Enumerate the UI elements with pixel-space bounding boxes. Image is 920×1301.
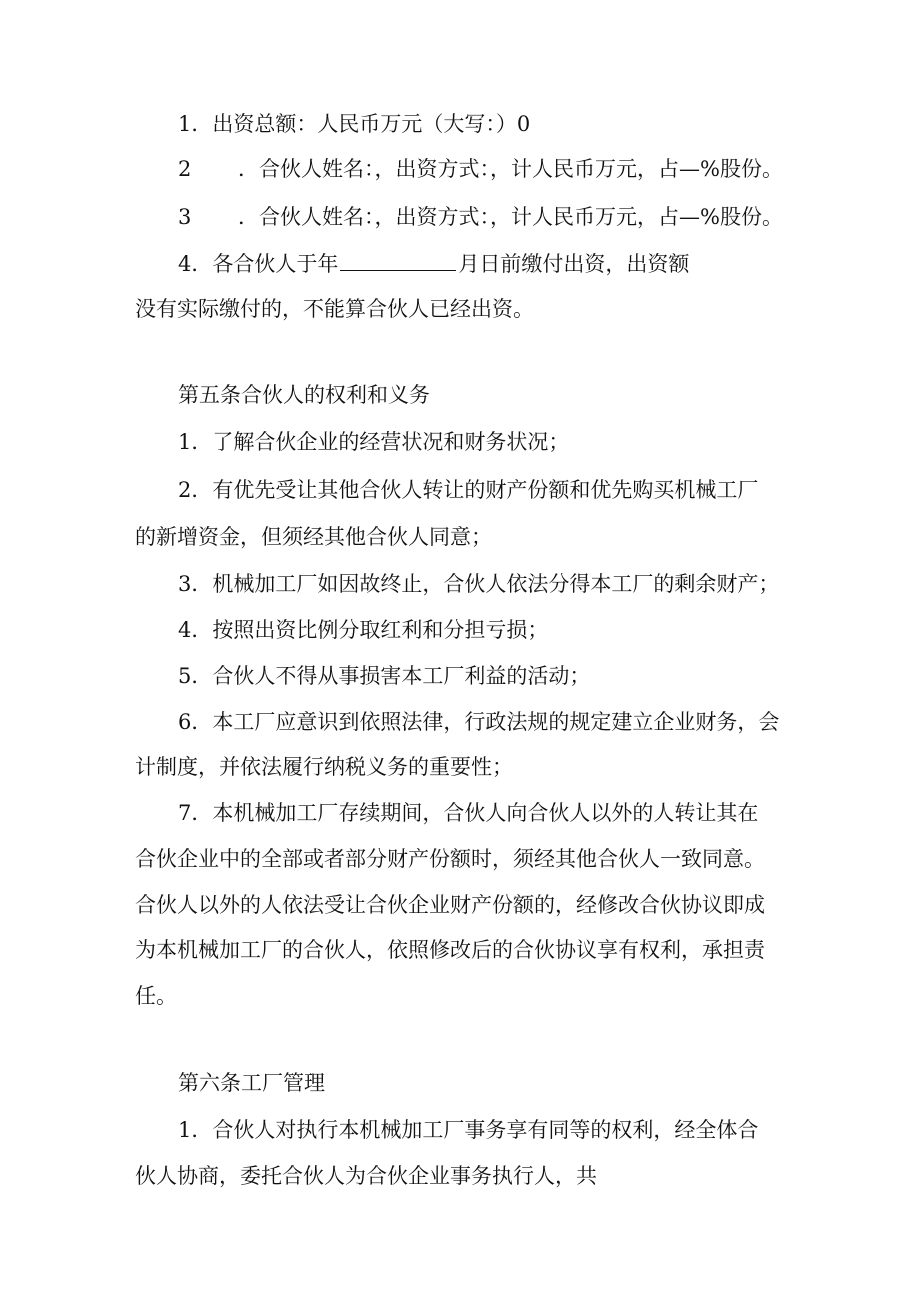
article-5-item-7: 7．本机械加工厂存续期间，合伙人向合伙人以外的人转让其在 xyxy=(178,801,759,825)
article-5-item-6: 6．本工厂应意识到依照法律，行政法规的规定建立企业财务，会 xyxy=(178,710,780,734)
article-6-item-1: 1．合伙人对执行本机械加工厂事务享有同等的权利，经全体合 xyxy=(178,1118,759,1142)
article-5-item-1: 1．了解合伙企业的经营状况和财务状况； xyxy=(178,430,570,454)
article-5-item-7-cont-2: 合伙人以外的人依法受让合伙企业财产份额的，经修改合伙协议即成 xyxy=(135,893,765,917)
article-5-item-6-cont: 计制度，并依法履行纳税义务的重要性； xyxy=(135,755,513,779)
item-number: 2 xyxy=(178,157,192,181)
article-5-item-4: 4．按照出资比例分取红利和分担亏损； xyxy=(178,618,549,642)
article-5-item-7-cont-3: 为本机械加工厂的合伙人，依照修改后的合伙协议享有权利，承担责 xyxy=(135,938,765,962)
contribution-item-3 xyxy=(178,207,783,228)
item-text: ．合伙人姓名：，出资方式：，计人民币万元，占—%股份。 xyxy=(238,205,783,229)
article-5-item-7-cont-1: 合伙企业中的全部或者部分财产份额时，须经其他合伙人一致同意。 xyxy=(135,847,765,871)
article-5-item-2-cont: 的新增资金，但须经其他合伙人同意； xyxy=(135,525,492,549)
article-6-item-1-cont: 伙人协商，委托合伙人为合伙企业事务执行人，共 xyxy=(135,1164,597,1188)
article-5-item-2: 2．有优先受让其他合伙人转让的财产份额和优先购买机械工厂 xyxy=(178,478,759,502)
contribution-item-4-cont: 没有实际缴付的，不能算合伙人已经出资。 xyxy=(135,297,534,321)
article-5-item-7-cont-4: 任。 xyxy=(135,984,177,1008)
contribution-item-4 xyxy=(178,254,689,275)
contribution-item-1: 1．出资总额：人民币万元（大写：）0 xyxy=(178,112,531,136)
article-5-title: 第五条合伙人的权利和义务 xyxy=(178,383,430,407)
article-5-item-5: 5．合伙人不得从事损害本工厂利益的活动； xyxy=(178,664,591,688)
item-number: 3 xyxy=(178,205,192,229)
article-5-item-3: 3．机械加工厂如因故终止，合伙人依法分得本工厂的剩余财产； xyxy=(178,572,780,596)
contribution-item-2 xyxy=(178,159,783,180)
item-text-pre: 4．各合伙人于年 xyxy=(178,252,339,276)
item-text: ．合伙人姓名：，出资方式：，计人民币万元，占—%股份。 xyxy=(238,157,783,181)
fill-blank xyxy=(340,269,456,271)
article-6-title: 第六条工厂管理 xyxy=(178,1071,325,1095)
item-text-post: 月日前缴付出资，出资额 xyxy=(458,252,690,276)
